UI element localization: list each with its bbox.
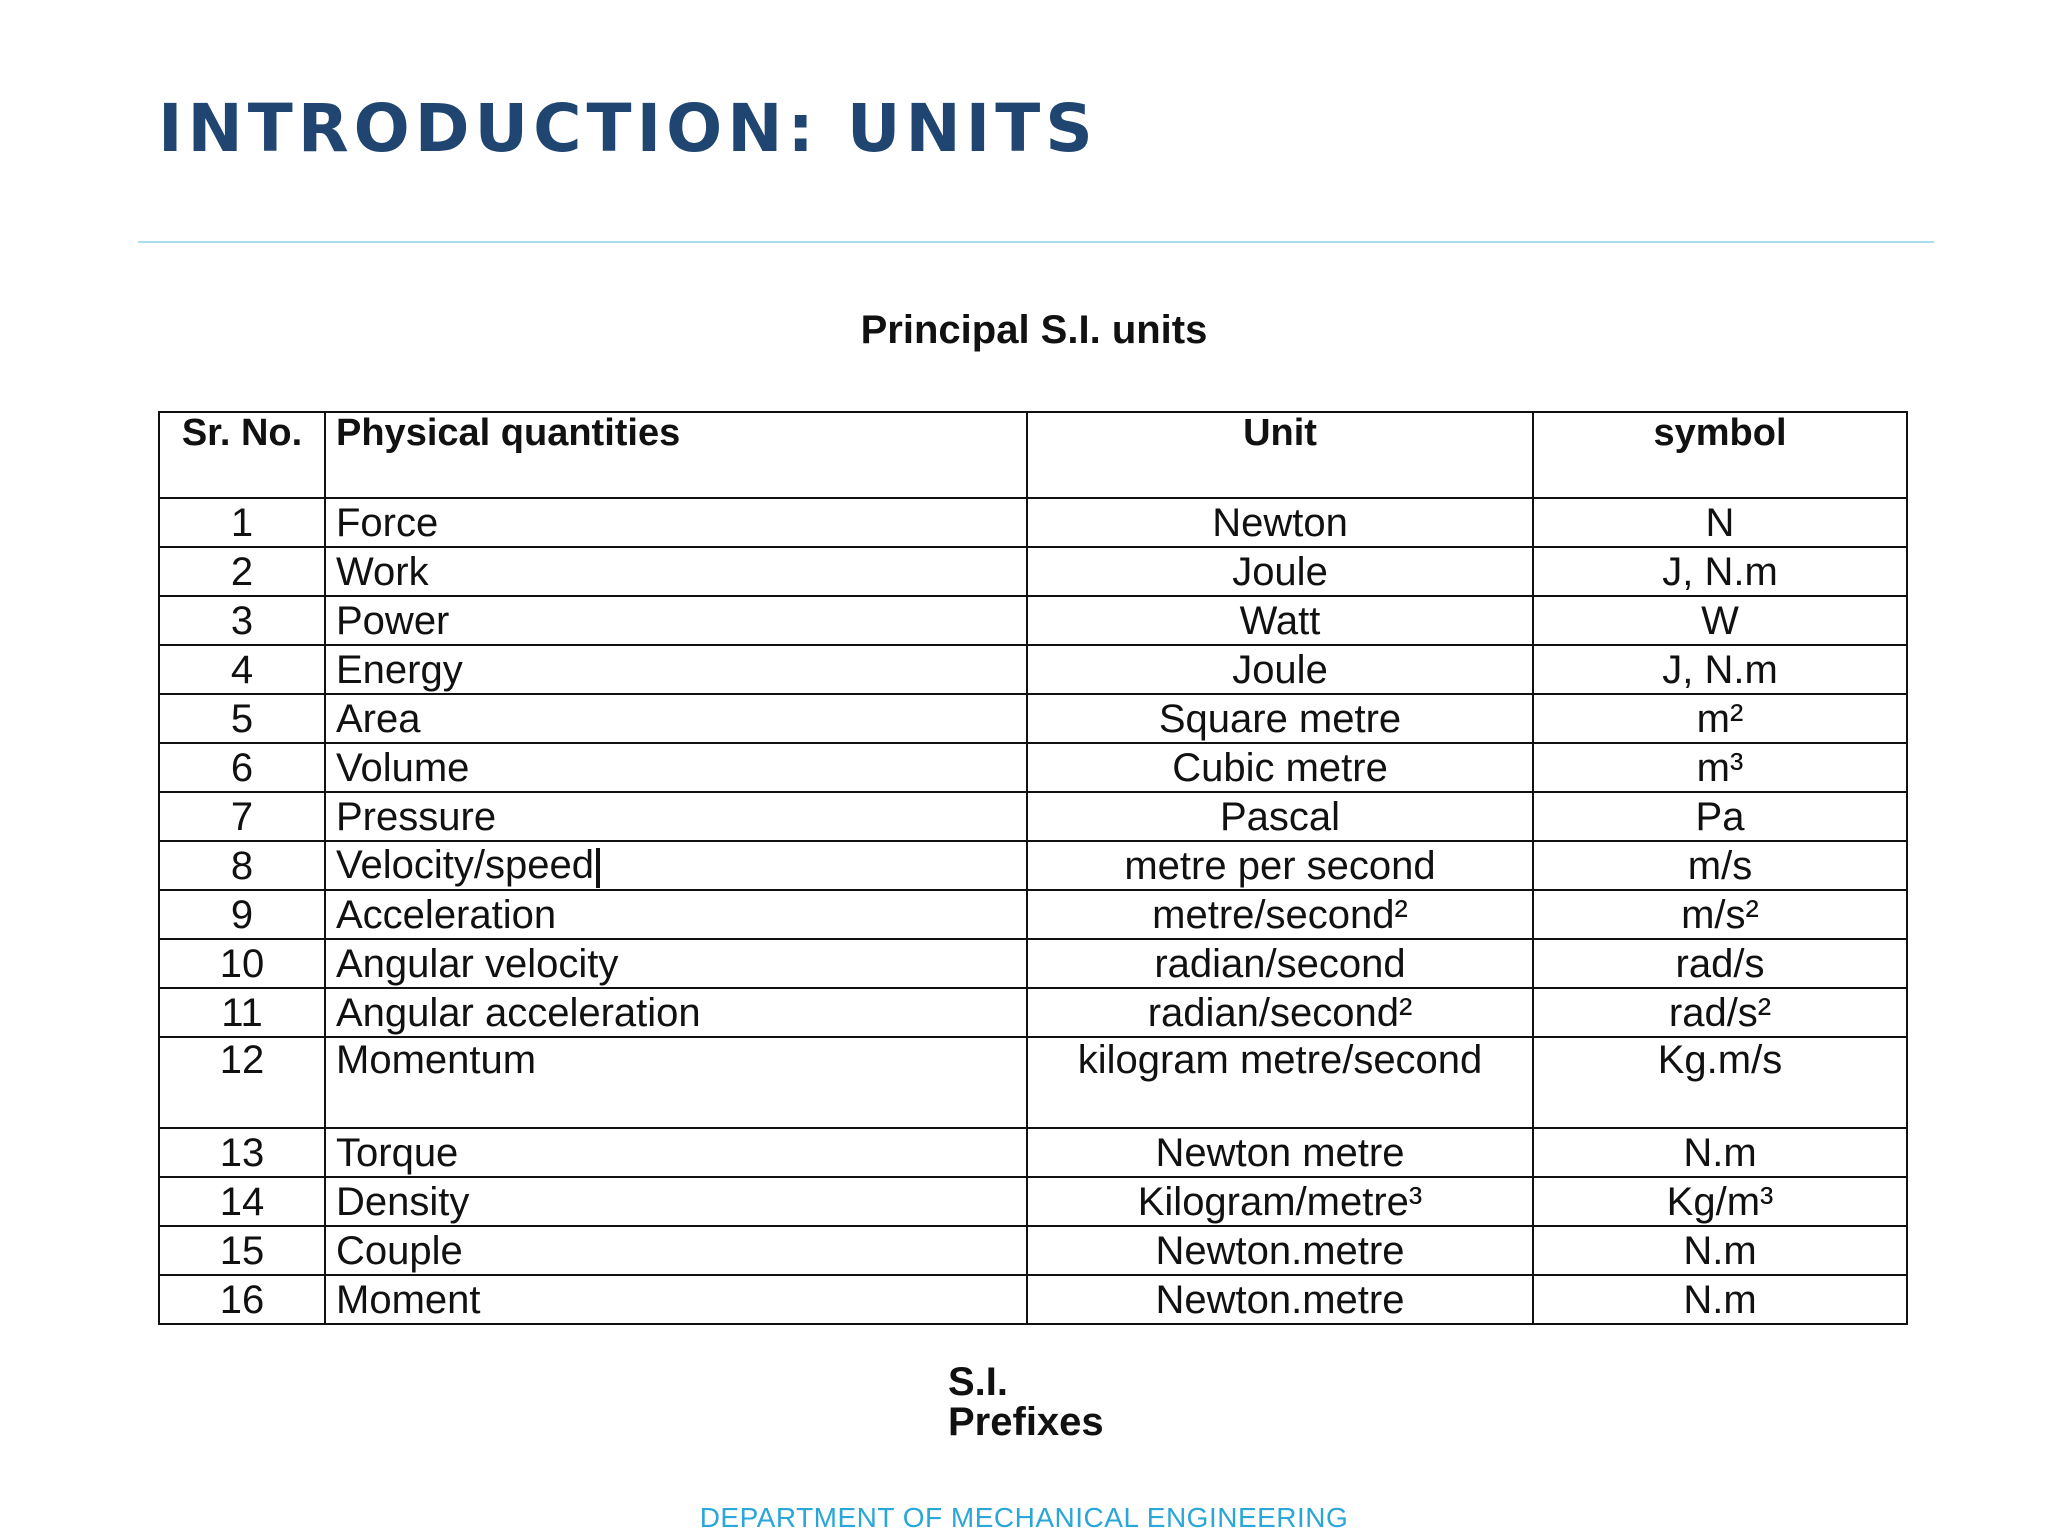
table-row xyxy=(159,841,1907,890)
cell-sr-no: 12 xyxy=(159,1037,325,1128)
cell-sr-no: 4 xyxy=(159,645,325,694)
cell-symbol: N.m xyxy=(1533,1128,1907,1177)
table-caption: Principal S.I. units xyxy=(860,308,1208,352)
slide-title: INTRODUCTION: UNITS xyxy=(158,90,1098,167)
cell-sr-no: 13 xyxy=(159,1128,325,1177)
cell-quantity: Energy xyxy=(325,645,1027,694)
cell-sr-no: 16 xyxy=(159,1275,325,1324)
cell-unit: Watt xyxy=(1027,596,1533,645)
cell-symbol: Kg/m³ xyxy=(1533,1177,1907,1226)
cropped-next-caption xyxy=(948,1360,1108,1444)
table-row xyxy=(159,645,1907,694)
cell-sr-no: 5 xyxy=(159,694,325,743)
cell-quantity: Power xyxy=(325,596,1027,645)
table-row xyxy=(159,890,1907,939)
cell-sr-no: 11 xyxy=(159,988,325,1037)
cell-quantity: Torque xyxy=(325,1128,1027,1177)
table-row xyxy=(159,1275,1907,1324)
table-row xyxy=(159,498,1907,547)
cell-symbol: m/s² xyxy=(1533,890,1907,939)
title-divider xyxy=(138,241,1934,243)
cell-unit: Newton.metre xyxy=(1027,1275,1533,1324)
cell-symbol: J, N.m xyxy=(1533,645,1907,694)
header-sr-no: Sr. No. xyxy=(159,412,325,498)
cell-quantity: Angular velocity xyxy=(325,939,1027,988)
header-unit: Unit xyxy=(1027,412,1533,498)
cell-quantity: Couple xyxy=(325,1226,1027,1275)
cell-symbol: rad/s xyxy=(1533,939,1907,988)
table-row xyxy=(159,743,1907,792)
cell-symbol: m/s xyxy=(1533,841,1907,890)
cell-unit: Newton xyxy=(1027,498,1533,547)
cell-quantity: Area xyxy=(325,694,1027,743)
cell-quantity: Force xyxy=(325,498,1027,547)
cell-quantity: Density xyxy=(325,1177,1027,1226)
cell-unit: Cubic metre xyxy=(1027,743,1533,792)
cell-sr-no: 2 xyxy=(159,547,325,596)
cell-symbol: Kg.m/s xyxy=(1533,1037,1907,1128)
table-row xyxy=(159,694,1907,743)
cell-quantity: Moment xyxy=(325,1275,1027,1324)
cell-sr-no: 6 xyxy=(159,743,325,792)
cell-unit: radian/second xyxy=(1027,939,1533,988)
table-row xyxy=(159,939,1907,988)
header-physical-quantities: Physical quantities xyxy=(325,412,1027,498)
cell-unit: Joule xyxy=(1027,645,1533,694)
header-symbol: symbol xyxy=(1533,412,1907,498)
cell-quantity-text: Velocity/speed xyxy=(336,843,594,888)
cell-sr-no: 9 xyxy=(159,890,325,939)
cell-quantity: Acceleration xyxy=(325,890,1027,939)
table-header-row xyxy=(159,412,1907,498)
cell-quantity: Work xyxy=(325,547,1027,596)
cell-symbol: J, N.m xyxy=(1533,547,1907,596)
cell-unit: Newton metre xyxy=(1027,1128,1533,1177)
cell-sr-no: 14 xyxy=(159,1177,325,1226)
table-row xyxy=(159,596,1907,645)
si-units-table xyxy=(158,411,1908,1325)
cell-sr-no: 15 xyxy=(159,1226,325,1275)
cell-symbol: N.m xyxy=(1533,1275,1907,1324)
cell-symbol: N xyxy=(1533,498,1907,547)
cropped-next-caption-text: S.I. Prefixes xyxy=(948,1360,1104,1444)
footer-department: DEPARTMENT OF MECHANICAL ENGINEERING xyxy=(699,1502,1349,1533)
cell-symbol: m³ xyxy=(1533,743,1907,792)
cell-quantity: Angular acceleration xyxy=(325,988,1027,1037)
cell-unit: kilogram metre/second xyxy=(1027,1037,1533,1128)
table-row xyxy=(159,547,1907,596)
table-row xyxy=(159,1226,1907,1275)
cell-quantity: Momentum xyxy=(325,1037,1027,1128)
table-row xyxy=(159,1037,1907,1128)
cell-quantity: Pressure xyxy=(325,792,1027,841)
cell-sr-no: 10 xyxy=(159,939,325,988)
cell-unit: Newton.metre xyxy=(1027,1226,1533,1275)
cell-symbol: m² xyxy=(1533,694,1907,743)
table-row xyxy=(159,1177,1907,1226)
cell-symbol: rad/s² xyxy=(1533,988,1907,1037)
cell-unit: radian/second² xyxy=(1027,988,1533,1037)
cell-sr-no: 7 xyxy=(159,792,325,841)
table-row xyxy=(159,792,1907,841)
cell-symbol: W xyxy=(1533,596,1907,645)
cell-unit: metre per second xyxy=(1027,841,1533,890)
cell-symbol: N.m xyxy=(1533,1226,1907,1275)
cell-quantity-editing[interactable] xyxy=(325,841,1027,890)
cell-sr-no: 3 xyxy=(159,596,325,645)
cell-unit: Pascal xyxy=(1027,792,1533,841)
cell-unit: Kilogram/metre³ xyxy=(1027,1177,1533,1226)
cell-unit: metre/second² xyxy=(1027,890,1533,939)
cell-unit: Joule xyxy=(1027,547,1533,596)
cell-sr-no: 1 xyxy=(159,498,325,547)
table-row xyxy=(159,1128,1907,1177)
cell-sr-no: 8 xyxy=(159,841,325,890)
table-row xyxy=(159,988,1907,1037)
cell-symbol: Pa xyxy=(1533,792,1907,841)
cell-quantity: Volume xyxy=(325,743,1027,792)
text-cursor xyxy=(596,848,600,888)
cell-unit: Square metre xyxy=(1027,694,1533,743)
